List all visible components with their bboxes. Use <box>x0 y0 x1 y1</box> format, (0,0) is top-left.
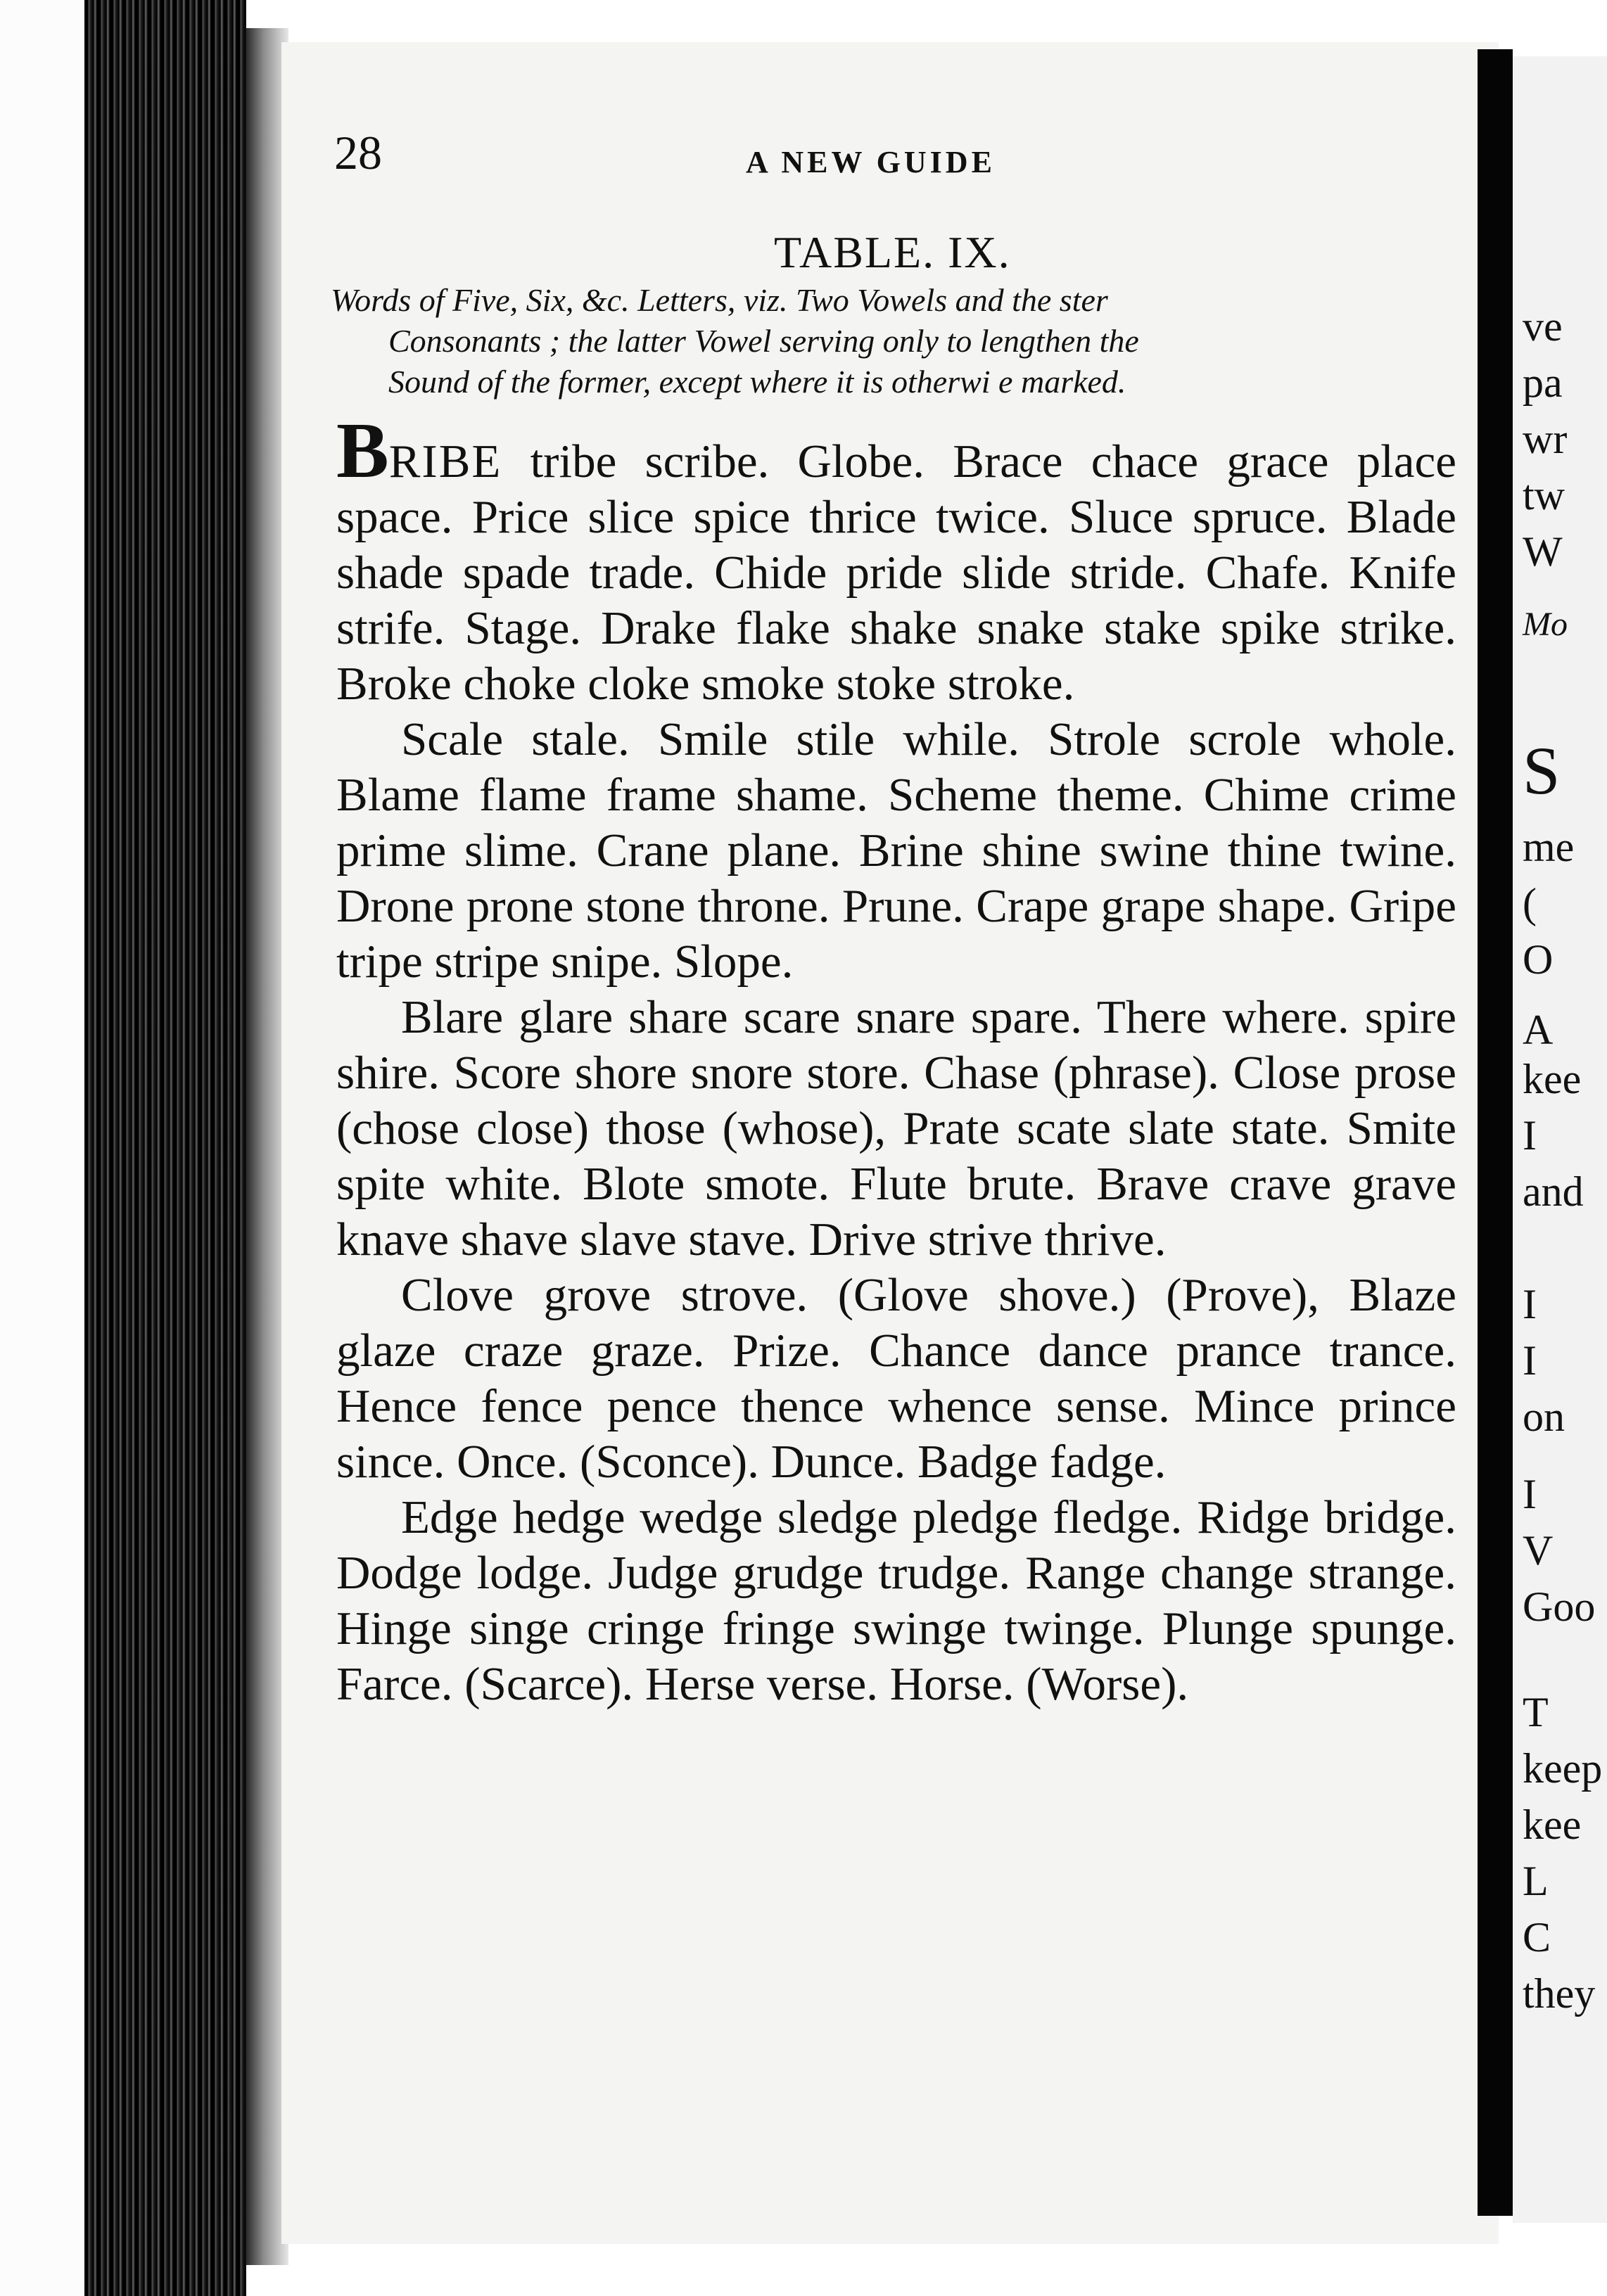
fragment: I <box>1523 1281 1537 1327</box>
fragment: they <box>1523 1970 1596 2017</box>
fragment: keep <box>1523 1745 1603 1792</box>
fragment: A <box>1523 1007 1554 1053</box>
word-list-body <box>336 407 1456 1712</box>
table-title: TABLE. IX. <box>774 227 1011 277</box>
book-binding-edge <box>84 0 246 2296</box>
fragment: I <box>1523 1337 1537 1384</box>
fragment: pa <box>1523 359 1563 406</box>
paragraph: Edge hedge wedge sledge pledge fledge. Ridge bridge. Dodge lodge. Judge grudge trudge. Range change strange. Hinge singe cringe fringe swinge twinge. Plunge spunge. Farce. (Scarce). Herse verse. Horse. (Worse). <box>336 1491 1456 1710</box>
fragment: and <box>1523 1168 1584 1215</box>
fragment: ( <box>1523 880 1537 926</box>
paragraph: Scale stale. Smile stile while. Strole scrole whole. Blame flame frame shame. Scheme theme. Chime crime prime slime. Crane plane. Brine shine swine thine twine. Drone prone stone throne. Prune. Crape grape shape. Gripe tripe stripe snipe. Slope. <box>336 713 1456 988</box>
fragment: on <box>1523 1393 1565 1440</box>
drop-cap: B <box>336 407 389 495</box>
fragment: C <box>1523 1914 1551 1960</box>
paragraph: Blare glare share scare snare spare. There where. spire shire. Score shore snore store. Chase (phrase). Close prose (chose close) those (whose), Prate scate slate state. Smite spite white. Blote smote. Flute brute. Brave crave grave knave shave slave stave. Drive strive thrive. <box>336 991 1456 1265</box>
fragment: S <box>1523 733 1561 808</box>
fragment: kee <box>1523 1056 1582 1102</box>
running-title: A NEW GUIDE <box>746 145 996 179</box>
fragment: I <box>1523 1471 1537 1517</box>
adjacent-page <box>1513 56 1607 2223</box>
fragment: Goo <box>1523 1583 1596 1630</box>
fragment: I <box>1523 1112 1537 1159</box>
fragment: tw <box>1523 472 1565 518</box>
subtitle-line: Consonants ; the latter Vowel serving only to lengthen the <box>388 323 1139 359</box>
fragment: L <box>1523 1858 1549 1904</box>
subtitle-line: Sound of the former, except where it is otherwi e marked. <box>388 364 1126 400</box>
paragraph: Clove grove strove. (Glove shove.) (Prove), Blaze glaze craze graze. Prize. Chance dance prance trance. Hence fence pence thence whence sense. Mince prince since. Once. (Sconce). Dunce. Badge fadge. <box>336 1269 1456 1488</box>
paragraph <box>336 407 1456 712</box>
fragment: O <box>1523 936 1554 983</box>
fragment: W <box>1523 528 1563 575</box>
fragment: T <box>1523 1689 1549 1735</box>
scan-margin <box>0 0 84 2296</box>
first-word: RIBE <box>388 435 502 487</box>
table-subtitle <box>331 280 1456 402</box>
fragment: kee <box>1523 1801 1582 1848</box>
fragment: wr <box>1523 416 1568 462</box>
fragment: V <box>1523 1527 1554 1574</box>
page-separator <box>1478 49 1513 2216</box>
page-number: 28 <box>334 126 382 179</box>
fragment: me <box>1523 824 1575 870</box>
fragment: Mo <box>1523 606 1568 643</box>
subtitle-line: Words of Five, Six, &c. Letters, viz. Two Vowels and the ster <box>331 282 1108 318</box>
fragment: ve <box>1523 303 1563 350</box>
paragraph-text: tribe scribe. Globe. Brace chace grace place space. Price slice spice thrice twice. Sluce spruce. Blade shade spade trade. Chide pride slide stride. Chafe. Knife strife. Stage. Drake flake shake snake stake spike strike. Broke choke cloke smoke stoke stroke. <box>336 435 1456 710</box>
